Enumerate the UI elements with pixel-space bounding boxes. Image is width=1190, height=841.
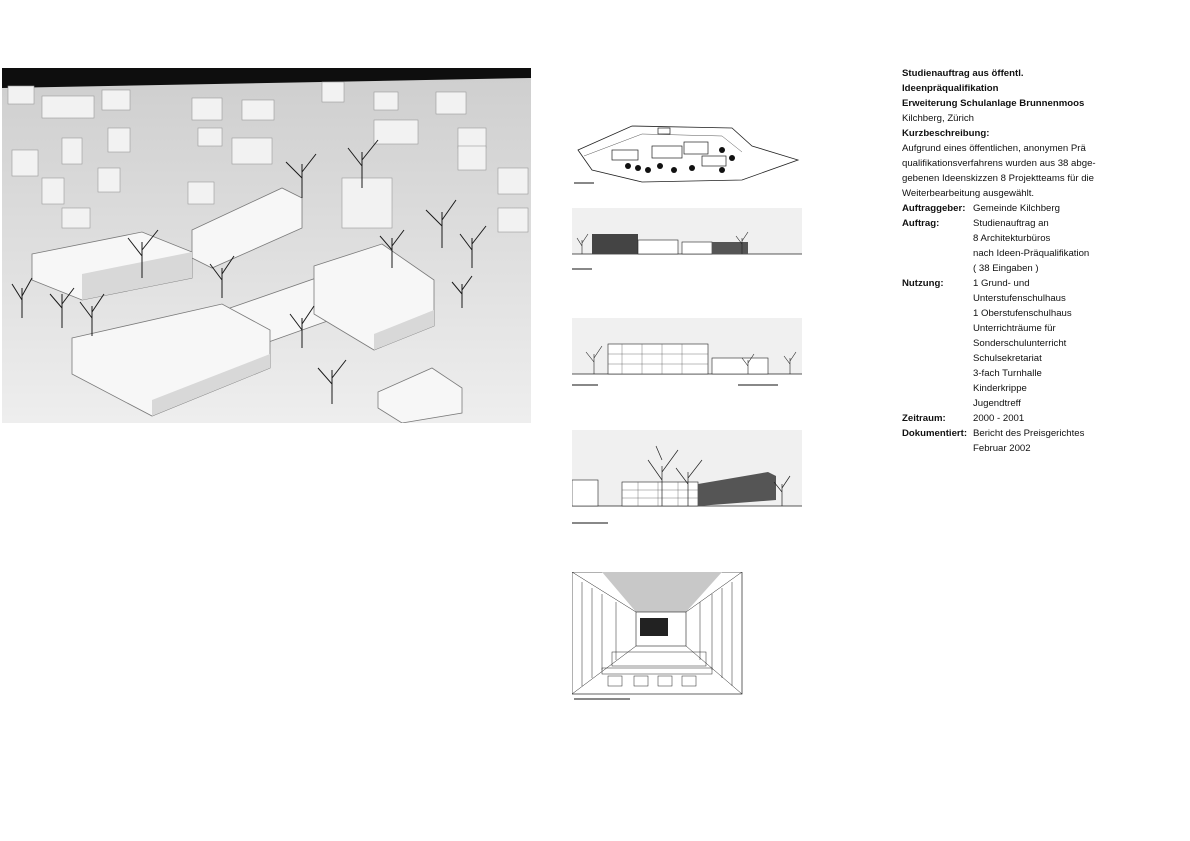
perspective-graphic	[572, 430, 802, 530]
field-dokumentiert	[902, 426, 1142, 456]
field-value: Kinderkrippe	[973, 383, 1027, 394]
field-zeitraum	[902, 411, 1142, 426]
field-value: 3-fach Turnhalle	[973, 368, 1042, 379]
model-photo-graphic	[2, 68, 531, 423]
field-value: ( 38 Eingaben )	[973, 263, 1039, 274]
project-location: Kilchberg, Zürich	[902, 113, 974, 124]
field-key: Nutzung:	[902, 278, 944, 289]
field-value: Unterrichträume für	[973, 323, 1056, 334]
field-value: 1 Oberstufenschulhaus	[973, 308, 1072, 319]
field-value: nach Ideen-Präqualifikation	[973, 248, 1090, 259]
elevation-drawing-1	[572, 208, 802, 276]
summary-line: gebenen Ideenskizzen 8 Projektteams für die	[902, 173, 1094, 184]
field-value: Gemeinde Kilchberg	[973, 203, 1060, 214]
site-plan-drawing	[572, 120, 802, 186]
summary-heading: Kurzbeschreibung:	[902, 128, 990, 139]
field-key: Auftrag:	[902, 218, 940, 229]
field-value: Unterstufenschulhaus	[973, 293, 1066, 304]
field-value: Bericht des Preisgerichtes	[973, 428, 1085, 439]
field-key: Zeitraum:	[902, 413, 946, 424]
field-value: Februar 2002	[973, 443, 1031, 454]
elevation-1-graphic	[572, 208, 802, 276]
interior-drawing	[572, 572, 744, 704]
model-photo	[2, 68, 531, 423]
field-value: 2000 - 2001	[973, 413, 1025, 424]
field-value: Studienauftrag an	[973, 218, 1049, 229]
project-title-line-1: Studienauftrag aus öffentl.	[902, 68, 1024, 79]
field-value: 1 Grund- und	[973, 278, 1030, 289]
project-title-line-2: Ideenpräqualifikation	[902, 83, 999, 94]
field-value: Schulsekretariat	[973, 353, 1042, 364]
summary-line: Aufgrund eines öffentlichen, anonymen Prä	[902, 143, 1086, 154]
project-info	[902, 66, 1142, 456]
elevation-drawing-2	[572, 318, 802, 390]
field-key: Dokumentiert:	[902, 428, 968, 439]
project-title-line-3: Erweiterung Schulanlage Brunnenmoos	[902, 98, 1085, 109]
field-key: Auftraggeber:	[902, 203, 966, 214]
summary-line: qualifikationsverfahrens wurden aus 38 abge-	[902, 158, 1096, 169]
field-value: Jugendtreff	[973, 398, 1021, 409]
interior-graphic	[572, 572, 744, 704]
field-auftraggeber	[902, 201, 1142, 216]
elevation-2-graphic	[572, 318, 802, 390]
field-auftrag	[902, 216, 1142, 276]
field-value: Sonderschulunterricht	[973, 338, 1067, 349]
field-value: 8 Architekturbüros	[973, 233, 1051, 244]
perspective-drawing	[572, 430, 802, 530]
site-plan-graphic	[572, 120, 802, 186]
summary-line: Weiterbearbeitung ausgewählt.	[902, 188, 1035, 199]
field-nutzung	[902, 276, 1142, 411]
